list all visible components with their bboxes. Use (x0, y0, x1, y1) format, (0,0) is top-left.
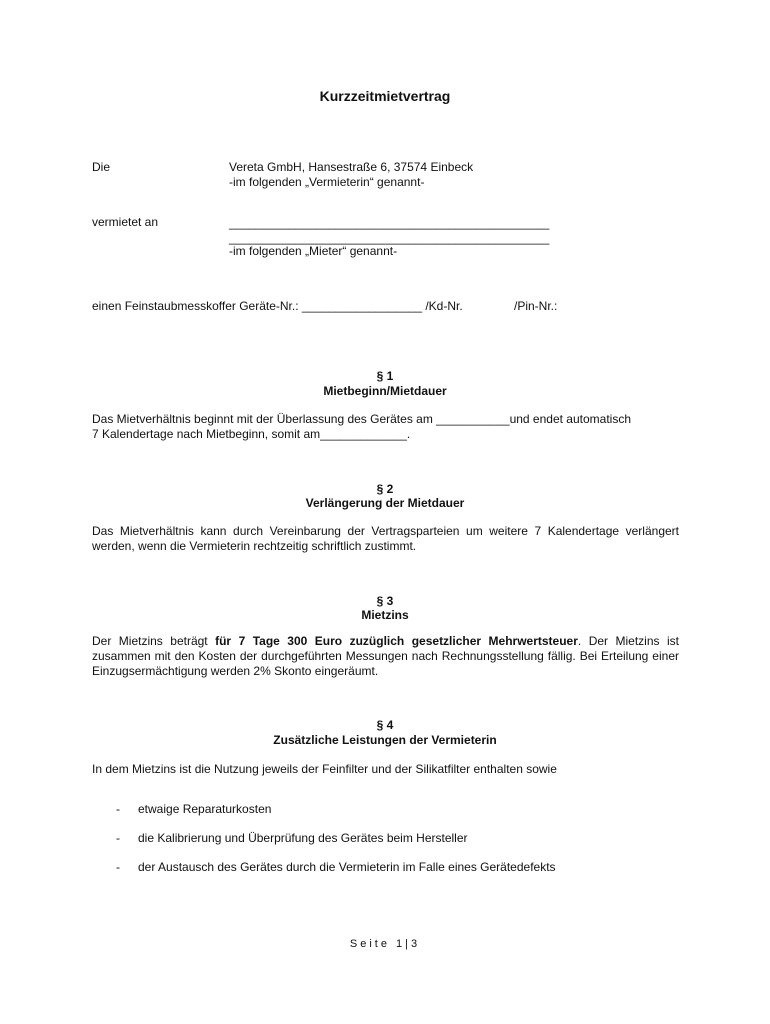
tenant-blank-line-2: ________________________________________________ (229, 231, 550, 245)
section-4-intro: In dem Mietzins ist die Nutzung jeweils der Feinfilter und der Silikatfilter enthalten sowie (92, 762, 557, 776)
page-number-footer: Seite 1|3 (349, 938, 421, 950)
section-4-number: § 4 (376, 718, 394, 732)
list-item-1: etwaige Reparaturkosten (138, 802, 272, 816)
tenant-blank-line-1: ________________________________________________ (229, 216, 550, 230)
tenant-note: -im folgenden „Mieter“ genannt- (229, 244, 398, 258)
document-title: Kurzzeitmietvertrag (319, 88, 451, 104)
section-2-number: § 2 (376, 482, 394, 496)
section-2-paragraph: Das Mietverhältnis kann durch Vereinbarung der Vertragsparteien um weitere 7 Kalendertage verlängert werden, wenn die Vermieterin rechtzeitig schriftlich zustimmt. (92, 524, 679, 553)
list-item-1-marker: - (116, 802, 120, 816)
list-item-3-marker: - (116, 860, 120, 874)
section-3-text-end: . Der Mietzins ist zusammen mit den Kosten der durchgeführten Messungen nach Rechnungsstellung fällig. Bei Erteilung einer Einzugsermächtigung werden 2% Skonto eingeräumt. (92, 634, 679, 678)
section-1-text-line-1: Das Mietverhältnis beginnt mit der Überlassung des Gerätes am ___________und endet automatisch (92, 412, 631, 426)
section-1-text-line-2: 7 Kalendertage nach Mietbeginn, somit am_____________. (92, 427, 411, 441)
lessor-note: -im folgenden „Vermieterin“ genannt- (229, 175, 425, 189)
lessor-label: Die (92, 160, 111, 174)
section-3-number: § 3 (376, 594, 394, 608)
section-3-text-start: Der Mietzins beträgt (92, 634, 216, 648)
section-3-text-bold: für 7 Tage 300 Euro zuzüglich gesetzlicher Mehrwertsteuer (215, 634, 578, 648)
section-4-heading: Zusätzliche Leistungen der Vermieterin (273, 733, 497, 747)
list-item-2-marker: - (116, 831, 120, 845)
section-3-heading: Mietzins (361, 608, 409, 622)
list-item-3: der Austausch des Gerätes durch die Vermieterin im Falle eines Gerätedefekts (138, 860, 556, 874)
section-1-heading: Mietbeginn/Mietdauer (323, 384, 447, 398)
section-2-heading: Verlängerung der Mietdauer (305, 496, 465, 510)
pin-label: /Pin-Nr.: (514, 299, 558, 313)
tenant-label: vermietet an (92, 215, 159, 229)
device-line: einen Feinstaubmesskoffer Geräte-Nr.: __________________ /Kd-Nr. (92, 299, 463, 313)
lessor-address: Vereta GmbH, Hansestraße 6, 37574 Einbeck (229, 160, 474, 174)
section-3-paragraph (92, 634, 679, 679)
list-item-2: die Kalibrierung und Überprüfung des Gerätes beim Hersteller (138, 831, 468, 845)
section-1-number: § 1 (376, 369, 394, 383)
